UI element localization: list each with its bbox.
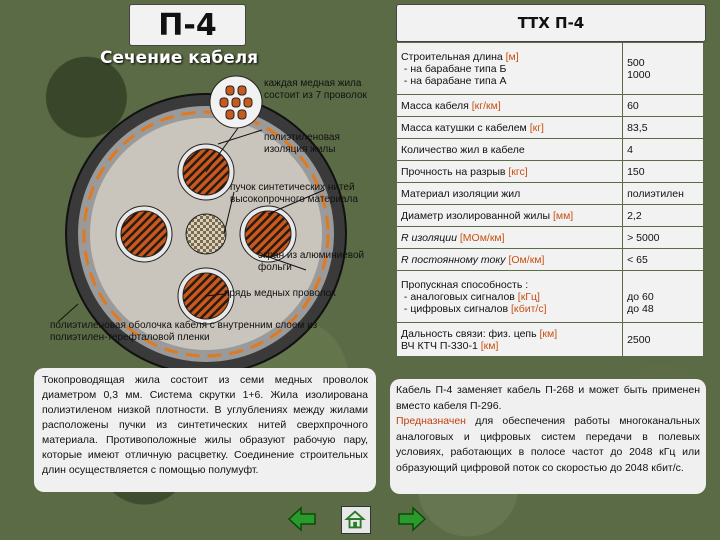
label-bundle: пучок синтетических нитей высокопрочного материала (230, 182, 358, 205)
cable-cross-section (38, 72, 388, 372)
page-title: П-4 (129, 4, 246, 46)
specs-title: ТТХ П-4 (396, 4, 706, 42)
label-screen: экран из алюминиевой фольги (258, 250, 365, 273)
spec-value: до 48 (627, 302, 654, 315)
spec-value: 2500 (623, 323, 704, 357)
info-box (390, 379, 706, 494)
spec-label: ВЧ КТЧ П-330-1 (401, 339, 478, 352)
spec-value: 60 (623, 95, 704, 117)
spec-label: Дальность связи: физ. цепь (401, 327, 537, 340)
table-row (397, 43, 704, 95)
home-button[interactable] (341, 506, 371, 534)
table-row (397, 249, 704, 271)
spec-unit: [км] (480, 339, 499, 352)
spec-label: Строительная длина (401, 50, 503, 63)
spec-unit: [кгс] (508, 165, 528, 178)
description-text: Токопроводящая жила состоит из семи медных проволок диаметром 0,3 мм. Система скрутки 1+6. Жила изолирована полиэтиленом низкой плотности. В углублениях между жилами расположены пучки из синтетических нитей сверхпрочного материала. Противоположные жилы образуют рабочую пару, которые имеют отличную расцветку. Соединение строительных длин осуществляется с помощью полумуфт. (42, 374, 368, 476)
spec-label: Количество жил в кабеле (401, 143, 525, 156)
spec-label: Диаметр изолированной жилы (401, 209, 551, 222)
table-row (397, 271, 704, 323)
section-subtitle: Сечение кабеля (100, 48, 259, 68)
spec-unit: [мм] (552, 209, 574, 222)
spec-value: полиэтилен (623, 183, 704, 205)
spec-value: 500 (627, 56, 645, 69)
table-row (397, 95, 704, 117)
home-icon (342, 507, 370, 533)
fiber-bundle (186, 214, 226, 254)
spec-value: > 5000 (623, 227, 704, 249)
spec-label: Пропускная способность : (401, 278, 529, 291)
spec-unit: [кГц] (517, 290, 540, 303)
table-row (397, 205, 704, 227)
table-row (397, 323, 704, 357)
table-row (397, 183, 704, 205)
table-row (397, 227, 704, 249)
label-wire: прядь медных проволок (224, 288, 336, 299)
spec-unit: [кг/км] (471, 99, 501, 112)
spec-unit: [Ом/км] (508, 253, 545, 266)
info-text-2: для обеспечения работы многоканальных аналоговых и цифровых систем передачи в полевых условиях, работающих в полосе частот до 2048 кГц или образующий цифровой поток со скоростью до 2048 кбит/с. (396, 415, 700, 474)
spec-value: 4 (623, 139, 704, 161)
label-sheath: полиэтиленовая оболочка кабеля с внутренним слоем из полиэтилен-терефталовой пленки (50, 320, 318, 343)
spec-value: до 60 (627, 290, 654, 303)
label-insulation: полиэтиленовая изоляция жилы (264, 132, 340, 155)
description-box (34, 368, 376, 492)
spec-value: 2,2 (623, 205, 704, 227)
specs-table (396, 42, 704, 357)
spec-unit: [кг] (529, 121, 544, 134)
spec-unit: [км] (539, 327, 558, 340)
spec-label: Материал изоляции жил (401, 187, 521, 200)
spec-value: 83,5 (623, 117, 704, 139)
spec-label: R постоянному току (401, 253, 506, 266)
spec-value: 1000 (627, 68, 651, 81)
spec-sub: - на барабане типа Б (403, 62, 507, 75)
table-row (397, 161, 704, 183)
spec-unit: [МОм/км] (459, 231, 505, 244)
table-row (397, 139, 704, 161)
table-row (397, 117, 704, 139)
spec-label: Прочность на разрыв (401, 165, 506, 178)
info-text-1: Кабель П-4 заменяет кабель П-268 и может быть применен вместо кабеля П-296. (396, 384, 700, 412)
purpose-label: Предназначен (396, 415, 466, 427)
spec-unit: [м] (505, 50, 519, 63)
arrow-left-icon[interactable] (287, 505, 317, 533)
spec-value: < 65 (623, 249, 704, 271)
spec-label: Масса кабеля (401, 99, 469, 112)
wire-left (116, 206, 172, 262)
arrow-right-icon[interactable] (397, 505, 427, 533)
spec-value: 150 (623, 161, 704, 183)
spec-sub: - аналоговых сигналов (403, 290, 515, 303)
spec-label: Масса катушки с кабелем (401, 121, 527, 134)
spec-sub: - цифровых сигналов (403, 302, 509, 315)
label-strands: каждая медная жила состоит из 7 проволок (264, 78, 367, 101)
spec-label: R изоляции (401, 231, 457, 244)
spec-sub: - на барабане типа А (403, 74, 507, 87)
spec-unit: [кбит/с] (511, 302, 547, 315)
